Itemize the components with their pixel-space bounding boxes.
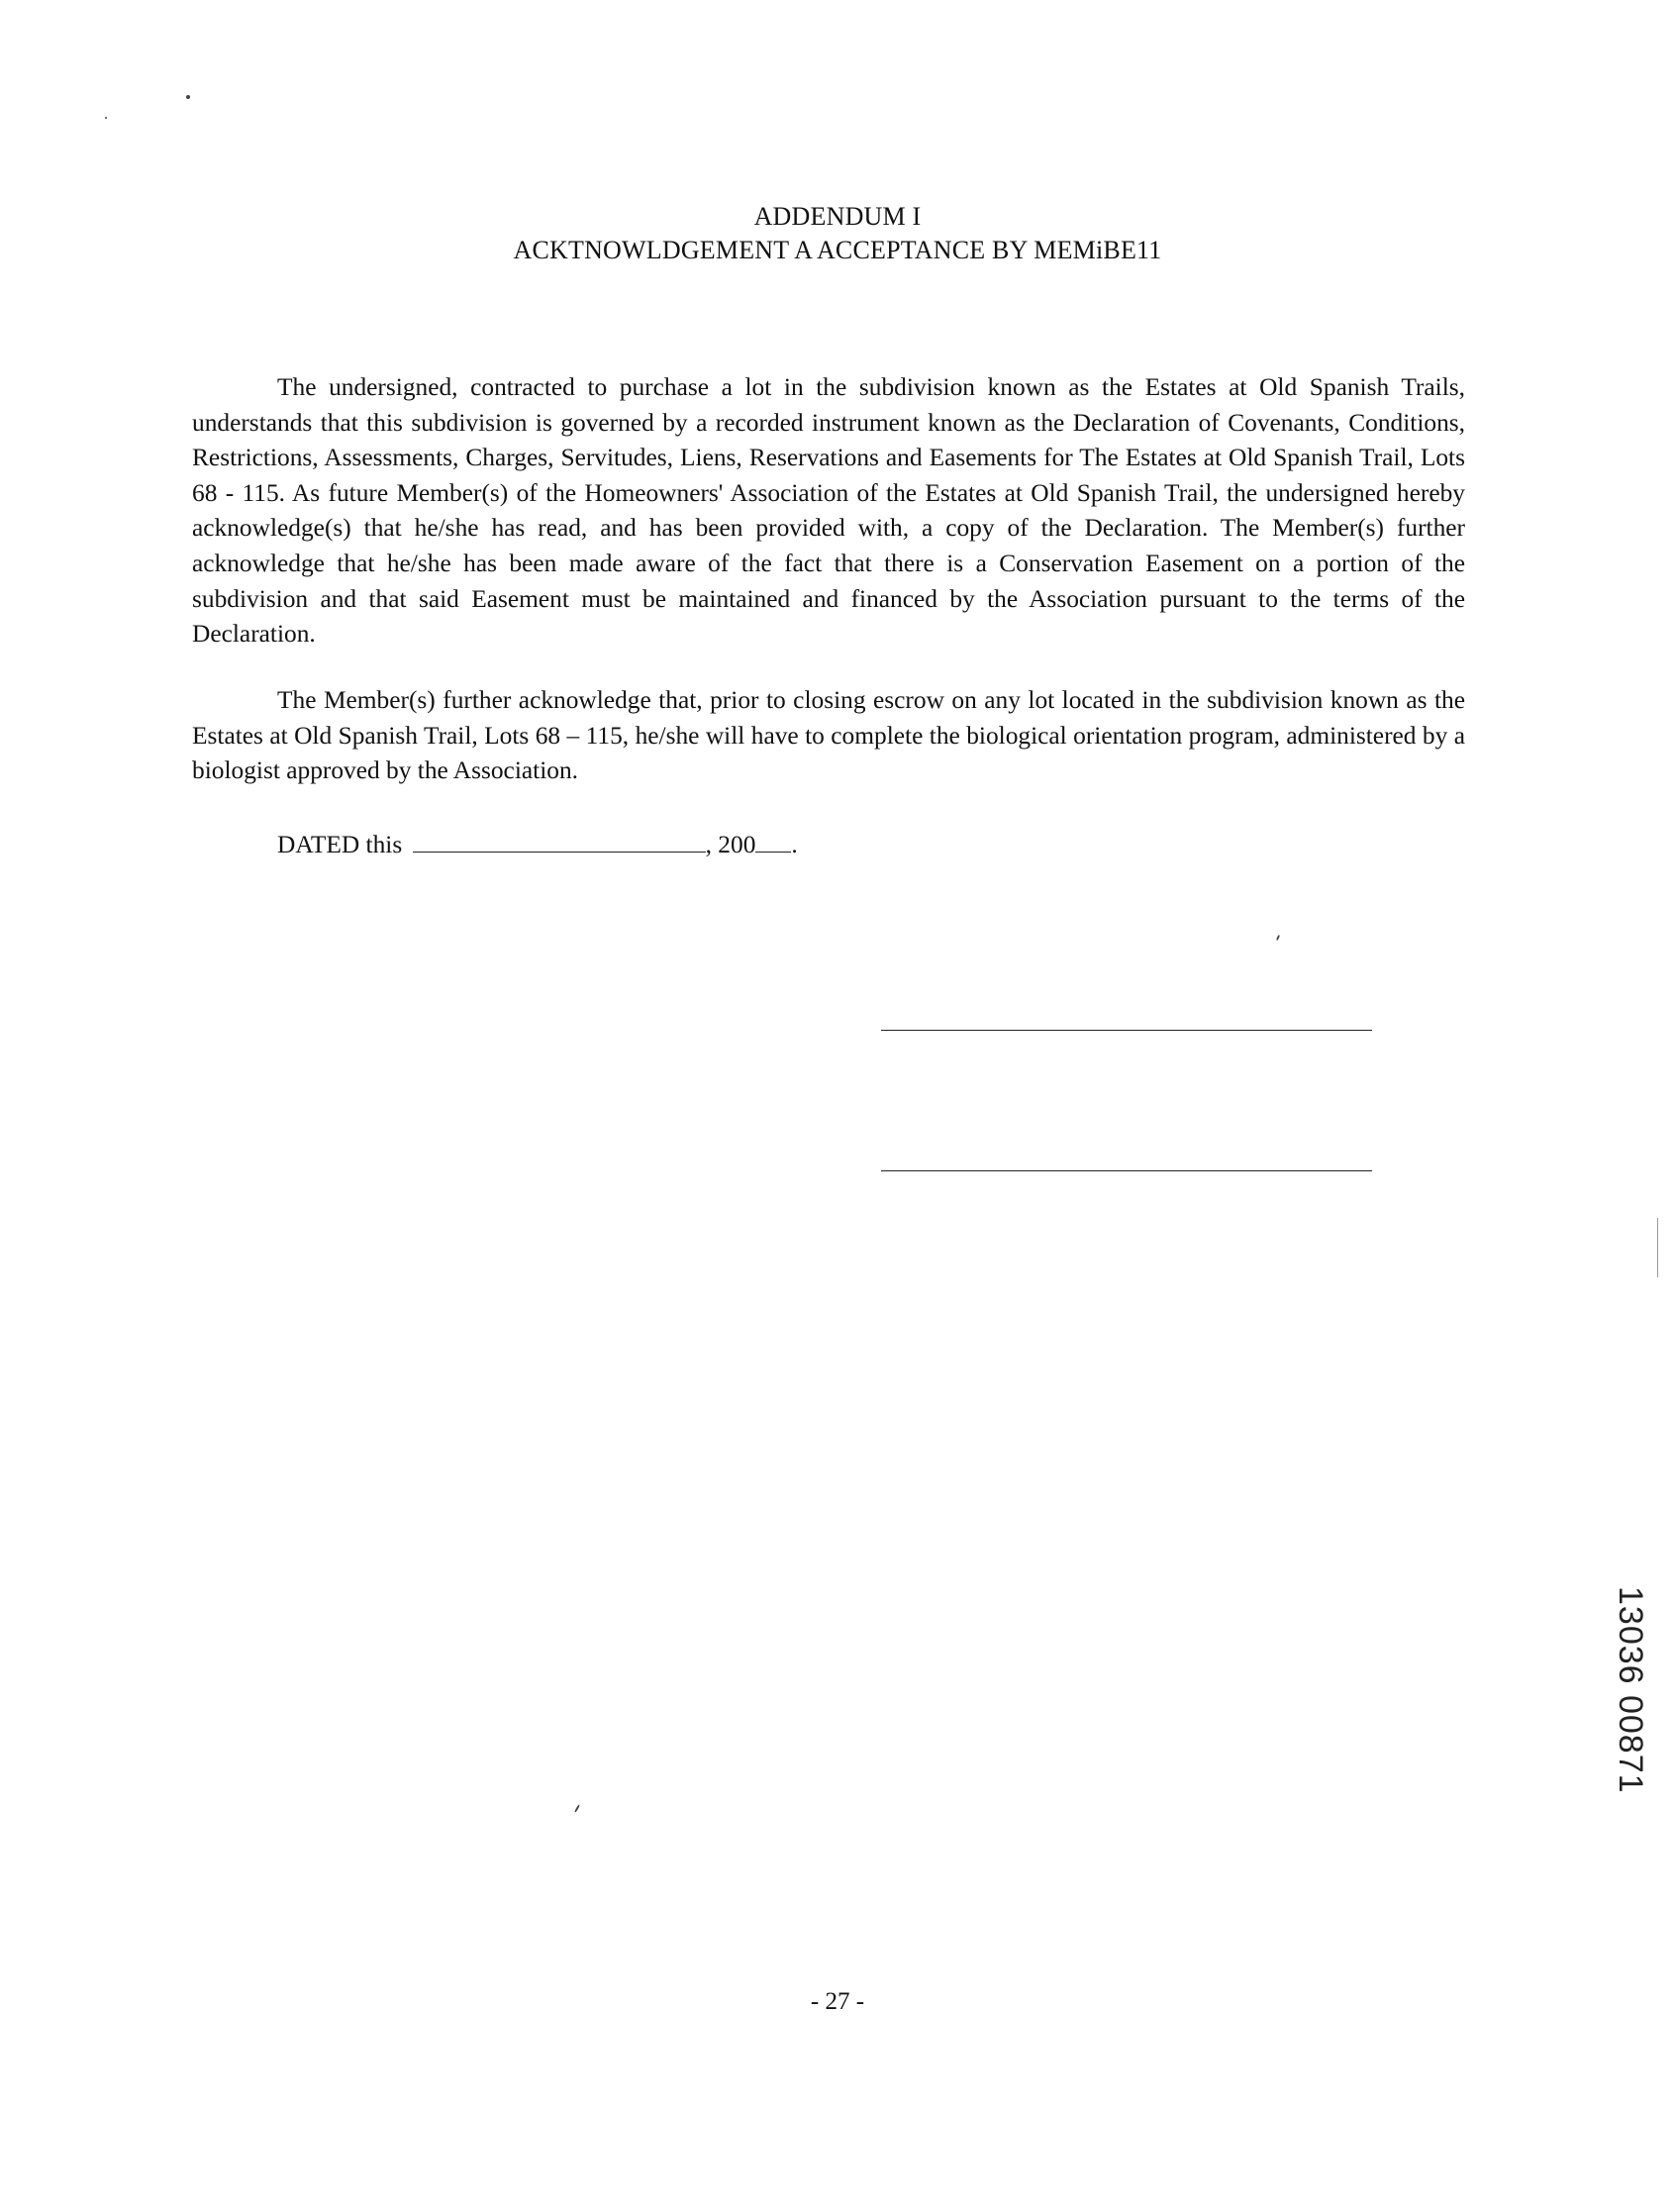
record-stamp-text: 13036 00871	[1612, 1586, 1649, 1794]
dated-label: DATED this	[277, 831, 403, 858]
page-number: - 27 -	[810, 1988, 865, 2015]
signature-line-2	[881, 1170, 1372, 1171]
scan-speck	[574, 1804, 580, 1813]
acknowledgement-paragraph: The undersigned, contracted to purchase a lot in the subdivision known as the Estates at Old Spanish Trails, understands that this subdivision is governed by a recorded instrument known as the Declaration of Covenants, Conditions, Restrictions, Assessments, Charges, Servitudes, Liens, Reservations and Easements for The Estates at Old Spanish Trail, Lots 68 - 115. As future Member(s) of the Homeowners' Association of the Estates at Old Spanish Trail, the undersigned hereby acknowledge(s) that he/she has read, and has been provided with, a copy of the Declaration. The Member(s) further acknowledge that he/she has been made aware of the fact that there is a Conservation Easement on a portion of the subdivision and that said Easement must be maintained and financed by the Association pursuant to the terms of the Declaration.	[192, 373, 1465, 649]
signature-line-1	[881, 1030, 1372, 1031]
orientation-paragraph: The Member(s) further acknowledge that, prior to closing escrow on any lot located in the subdivision known as the Estates at Old Spanish Trail, Lots 68 – 115, he/she will have to complete the biological orientation program, administered by a biologist approved by the Association.	[192, 686, 1465, 785]
addendum-title: ADDENDUM I	[753, 202, 922, 231]
scan-speck	[105, 117, 107, 119]
year-blank-field	[755, 828, 791, 853]
dated-line	[277, 828, 798, 861]
scan-speck	[1657, 1218, 1658, 1277]
date-blank-field	[413, 828, 706, 853]
addendum-subtitle: ACKTNOWLDGEMENT A ACCEPTANCE BY MEMiBE11	[513, 236, 1162, 264]
scan-speck	[1276, 935, 1280, 941]
year-prefix: , 200	[705, 831, 756, 858]
year-suffix: .	[791, 831, 798, 858]
record-stamp	[1602, 1584, 1661, 1852]
scan-speck	[186, 95, 190, 99]
